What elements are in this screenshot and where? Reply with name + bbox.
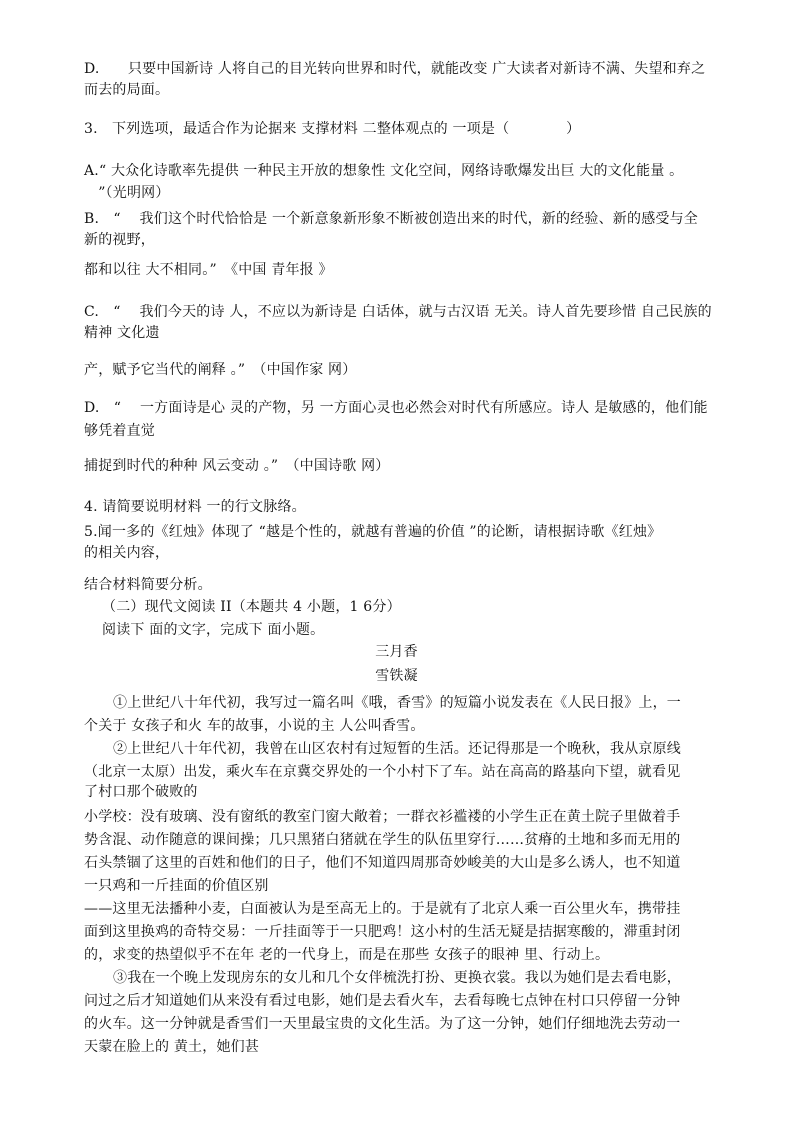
paragraph-3-line-2: 问过之后才知道她们从来没有看过电影，她们是去看火车，去看每晚七点钟在村口只停留一分钟 <box>84 993 681 1009</box>
paragraph-2-line-4: 小学校：没有玻璃、没有窗纸的教室门窗大敞着；一群衣衫褴褛的小学生正在黄土院子里做着手 <box>84 809 681 825</box>
section-heading: （二）现代文阅读 II（本题共 4 小题，1 6分） <box>102 599 401 615</box>
q3-option-d-line-1: D. “ 一方面诗是心 灵的产物，另 一方面心灵也必然会对时代有所感应。诗人 是敏感的，他们能 <box>84 400 708 416</box>
option-d-line-1: D. 只要中国新诗 人将自己的目光转向世界和时代，就能改变 广大读者对新诗不满、失望和弃之 <box>84 61 706 77</box>
q3-option-b-line-1: B. “ 我们这个时代恰恰是 一个新意象新形象不断被创造出来的时代，新的经验、新的感受与全 <box>84 211 698 227</box>
q3-option-d-line-2: 够凭着直觉 <box>84 423 155 439</box>
paragraph-3-line-3: 的火车。这一分钟就是香雪们一天里最宝贵的文化生活。为了这一分钟，她们仔细地洗去劳动一 <box>84 1016 681 1032</box>
q3-option-c-line-1: C. “ 我们今天的诗 人，不应以为新诗是 白话体，就与古汉语 无关。诗人首先要珍惜 自己民族的 <box>84 304 712 320</box>
paragraph-2-line-9: 面到这里换鸡的奇特交易：一斤挂面等于一只肥鸡！这小村的生活无疑是拮据寒酸的，滞重封闭 <box>84 924 681 940</box>
question-4: 4. 请简要说明材料 一的行文脉络。 <box>84 499 306 515</box>
paragraph-1-line-2: 个关于 女孩子和火 车的故事，小说的主 人公叫香雪。 <box>84 718 425 734</box>
q3-option-b-line-2: 新的视野， <box>84 232 155 248</box>
article-author: 雪铁凝 <box>375 668 418 684</box>
option-d-line-2: 而去的局面。 <box>84 82 170 98</box>
q3-option-c-line-2: 精神 文化遗 <box>84 325 160 341</box>
reading-instruction: 阅读下 面的文字，完成下 面小题。 <box>102 622 325 638</box>
paragraph-3-line-1: ③我在一个晚上发现房东的女儿和几个女伴梳洗打扮、更换衣裳。我以为她们是去看电影， <box>113 970 681 986</box>
paragraph-2-line-7: 一只鸡和一斤挂面的价值区别 <box>84 878 269 894</box>
paragraph-3-line-4: 天蒙在脸上的 黄土，她们甚 <box>84 1039 260 1055</box>
paragraph-2-line-1: ②上世纪八十年代初，我曾在山区农村有过短暂的生活。还记得那是一个晚秋，我从京原线 <box>113 741 681 757</box>
paragraph-2-line-3: 了村口那个破败的 <box>84 784 198 800</box>
article-title: 三月香 <box>375 644 418 660</box>
paragraph-1-line-1: ①上世纪八十年代初，我写过一篇名叫《哦，香雪》的短篇小说发表在《人民日报》上，一 <box>113 695 681 711</box>
paragraph-2-line-8: ——这里无法播种小麦，白面被认为是至高无上的。于是就有了北京人乘一百公里火车，携带挂 <box>84 901 681 917</box>
paragraph-2-line-2: （北京一太原）出发，乘火车在京冀交界处的一个小村下了车。站在高高的路基向下望，就看见 <box>84 764 681 780</box>
question-5-line-1: 5.闻一多的《红烛》体现了 “越是个性的，就越有普遍的价值 ”的论断，请根据诗歌《红烛》 <box>84 524 662 540</box>
paragraph-2-line-10: 的，求变的热望似乎不在年 老的一代身上，而是在那些 女孩子的眼神 里、行动上。 <box>84 947 610 963</box>
question-5-line-2: 的相关内容， <box>84 545 170 561</box>
q3-option-b-line-3: 都和以往 大不相同。” 《中国 青年报 》 <box>84 262 333 278</box>
q3-option-c-line-3: 产，赋予它当代的阐释 。” （中国作家 网） <box>84 362 357 378</box>
question-3: 3. 下列选项，最适合作为论据来 支撑材料 二整体观点的 一项是（ ） <box>84 121 581 137</box>
q3-option-d-line-3: 捕捉到时代的种种 风云变动 。” （中国诗歌 网） <box>84 458 390 474</box>
paragraph-2-line-6: 石头禁锢了这里的百姓和他们的日子，他们不知道四周那奇妙峻美的大山是多么诱人，也不知道 <box>84 855 681 871</box>
question-5-line-3: 结合材料简要分析。 <box>84 577 212 593</box>
paragraph-2-line-5: 势含混、动作随意的课间操；几只黑猪白猪就在学生的队伍里穿行……贫瘠的土地和多而无用的 <box>84 832 681 848</box>
q3-option-a-line-2: ”（光明网） <box>84 185 170 201</box>
q3-option-a-line-1: A.“ 大众化诗歌率先提供 一种民主开放的想象性 文化空间，网络诗歌爆发出巨 大的文化能量 。 <box>84 163 684 179</box>
